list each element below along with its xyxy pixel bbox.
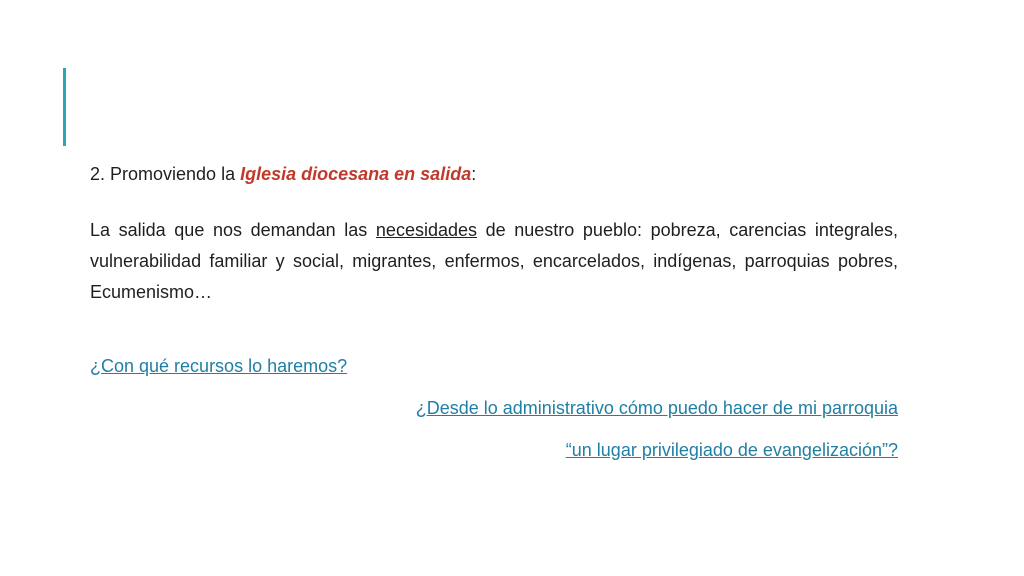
heading-emphasis: Iglesia diocesana en salida (240, 164, 472, 184)
question-resources: ¿Con qué recursos lo haremos? (90, 356, 348, 376)
paragraph-before: La salida que nos demandan las (90, 220, 376, 240)
heading-suffix: : (471, 164, 477, 184)
heading-prefix: 2. Promoviendo la (90, 164, 241, 184)
question-evangelization: “un lugar privilegiado de evangelización”? (565, 440, 898, 460)
question-administrative: ¿Desde lo administrativo cómo puedo hacer de mi parroquia (415, 398, 898, 418)
paragraph-underlined: necesidades (375, 220, 477, 240)
section-heading (90, 160, 898, 188)
paragraph-after: de nuestro pueblo: pobreza, carencias integrales, vulnerabilidad familiar y social, migrantes, enfermos, encarcelados, indígenas, parroquias pobres, Ecumenismo… (90, 220, 898, 302)
slide-content (90, 160, 898, 464)
accent-bar (63, 68, 66, 146)
body-paragraph (90, 215, 898, 308)
